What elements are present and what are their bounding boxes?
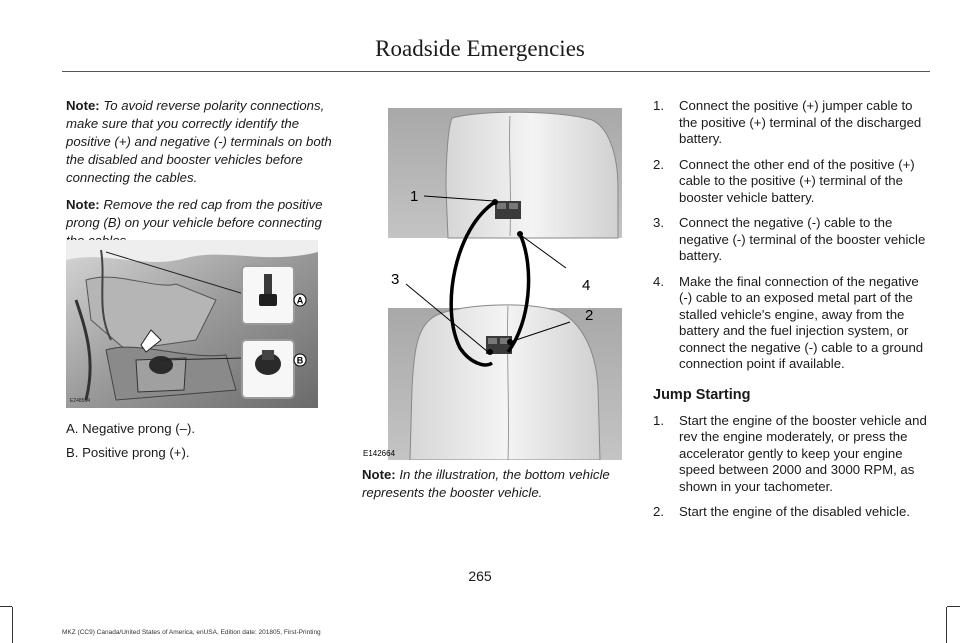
caption-negative-prong: A. Negative prong (–). xyxy=(66,421,196,436)
figure-code: E248564 xyxy=(70,398,91,404)
list-item: 4. Make the final connection of the negative (-) cable to an exposed metal part of the stalled vehicle's engine, away from the battery and the fuel injection system, or connect the negative (-) cable to a ground connection point if available. xyxy=(653,273,924,371)
list-item: 3. Connect the negative (-) cable to the negative (-) terminal of the booster vehicle battery. xyxy=(653,215,926,263)
jump-start-diagram xyxy=(360,108,622,460)
crop-mark xyxy=(947,606,960,607)
callout-3: 3 xyxy=(391,271,400,288)
note-text: In the illustration, the bottom vehicle represents the booster vehicle. xyxy=(362,467,610,500)
engine-bay-illustration xyxy=(66,240,318,408)
note-label: Note: xyxy=(362,467,396,482)
list-item: 1. Connect the positive (+) jumper cable to the positive (+) terminal of the discharged battery. xyxy=(653,98,922,146)
note-label: Note: xyxy=(66,197,100,212)
middle-note xyxy=(362,466,627,502)
note-label: Note: xyxy=(66,98,100,113)
crop-mark xyxy=(0,606,12,607)
header-rule xyxy=(62,71,930,72)
list-item: 2. Connect the other end of the positive (+) cable to the positive (+) terminal of the booster vehicle battery. xyxy=(653,156,915,205)
left-column xyxy=(66,97,338,250)
callout-2: 2 xyxy=(585,307,594,324)
note-polarity xyxy=(66,97,338,187)
battery-prong-photo xyxy=(66,240,318,408)
page-number: 265 xyxy=(468,568,492,584)
crop-mark xyxy=(12,607,13,643)
label-a: A xyxy=(296,295,304,306)
right-column xyxy=(653,98,929,530)
caption-positive-prong: B. Positive prong (+). xyxy=(66,445,190,460)
callout-4: 4 xyxy=(582,277,591,294)
note-text: To avoid reverse polarity connections, make sure that you correctly identify the positive (+) and negative (-) terminals on both the disabled and booster vehicles before connecting the cables. xyxy=(66,98,332,185)
section-heading: Jump Starting xyxy=(653,386,751,403)
label-b: B xyxy=(296,355,304,366)
edition-info: MKZ (CC9) Canada/United States of America, enUSA, Edition date: 201805, First-Printing xyxy=(62,629,321,636)
connection-steps xyxy=(653,98,929,373)
crop-mark xyxy=(946,607,947,643)
list-item: 1. Start the engine of the booster vehicle and rev the engine moderately, or press the accelerator gently to keep your engine speed between 2000 and 3000 RPM, as shown in your tachometer. xyxy=(653,412,927,494)
jump-start-steps xyxy=(653,413,929,521)
page-title: Roadside Emergencies xyxy=(375,36,585,61)
callout-1: 1 xyxy=(410,188,419,205)
note-text: Remove the red cap from the positive prong (B) on your vehicle before connecting xyxy=(66,197,323,230)
list-item: 2. Start the engine of the disabled vehicle. xyxy=(653,504,910,519)
car-diagram xyxy=(360,108,622,460)
figure-code: E142664 xyxy=(363,449,396,458)
